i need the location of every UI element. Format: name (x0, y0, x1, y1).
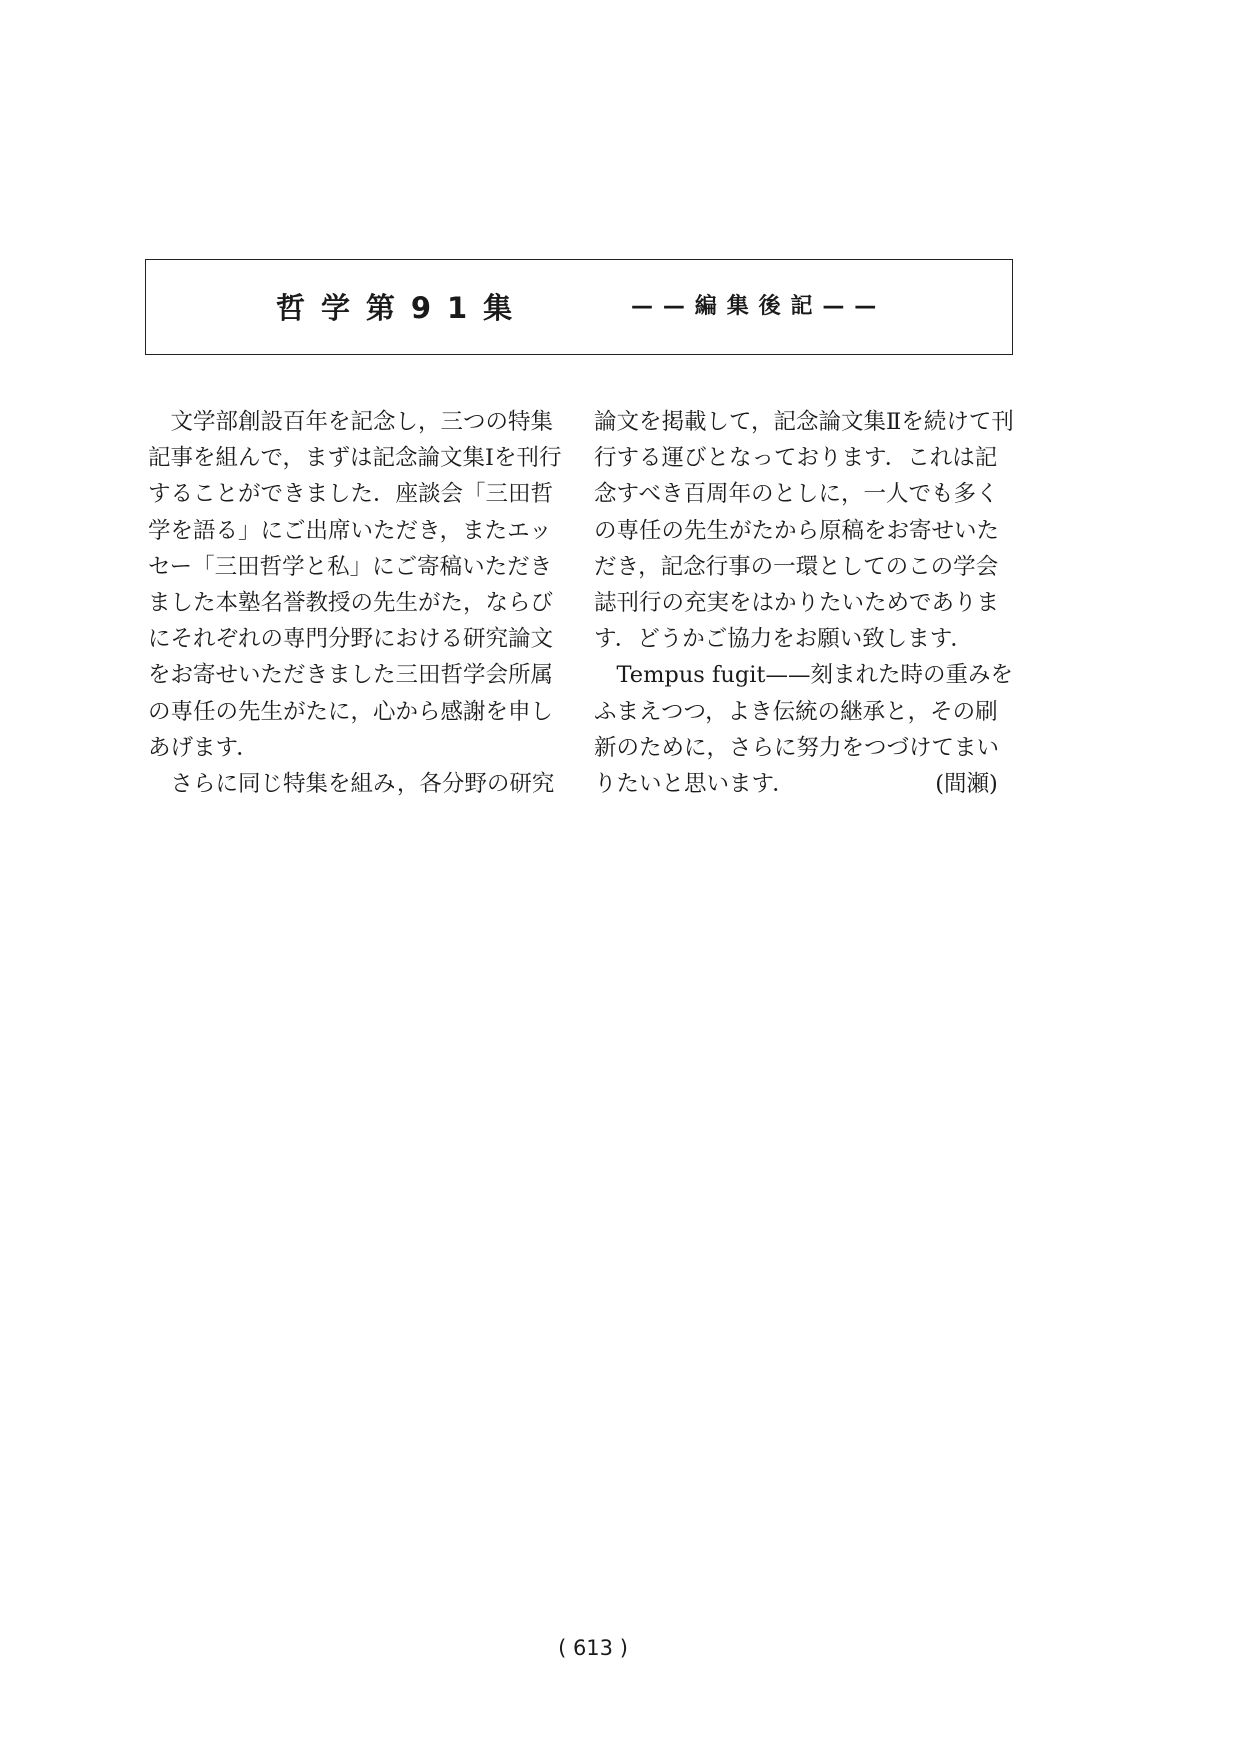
section-title: ——編集後記—— (631, 294, 887, 319)
paragraph-1: 文学部創設百年を記念し，三つの特集記事を組んで，まずは記念論文集Ⅰを刊行することができました．座談会「三田哲学を語る」にご出席いただき，またエッセー「三田哲学と私」にご寄稿いただきました本塾名誉教授の先生がた，ならびにそれぞれの専門分野における研究論文をお寄せいただきました三田哲学会所属の専任の先生がたに，心から感謝を申しあげます． (148, 409, 562, 761)
signature: (間瀬) (935, 771, 998, 798)
right-column (594, 404, 1014, 802)
title-box (145, 259, 1013, 355)
journal-title: 哲学第91集 (276, 291, 529, 325)
paragraph-3 (594, 657, 1014, 802)
left-column (148, 404, 568, 802)
paragraph-2-continued: 論文を掲載して，記念論文集Ⅱを続けて刊行する運びとなっております．これは記念すべき百周年のとしに，一人でも多くの専任の先生がたから原稿をお寄せいただき，記念行事の一環としてのこの学会誌刊行の充実をはかりたいためであります．どうかご協力をお願い致します． (594, 409, 1014, 653)
closing-text: Tempus fugit——刻まれた時の重みをふまえつつ，よき伝統の継承と，その刷新のために，さらに努力をつづけてまいりたいと思います． (594, 662, 1013, 798)
paragraph-2-start: さらに同じ特集を組み，各分野の研究 (170, 771, 555, 798)
page-number: ( 613 ) (558, 1636, 628, 1660)
